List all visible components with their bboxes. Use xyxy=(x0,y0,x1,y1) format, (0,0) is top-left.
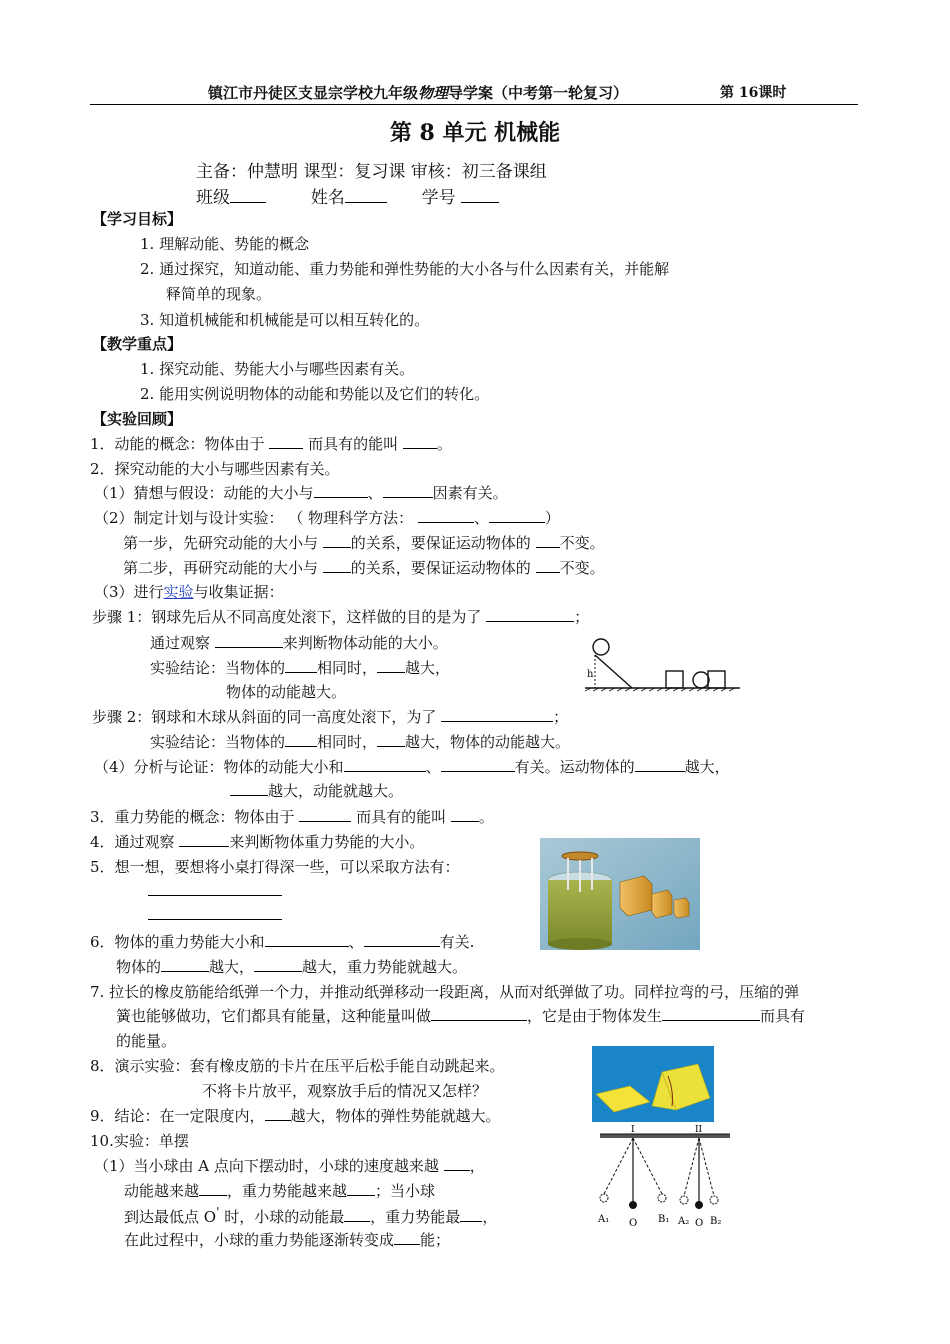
ramp-diagram xyxy=(580,633,742,693)
goal-2: 2. 通过探究，知道动能、重力势能和弹性势能的大小各与什么因素有关，并能解 xyxy=(140,260,670,278)
review-9: 9．结论：在一定限度内， 越大，物体的弹性势能就越大。 xyxy=(90,1107,501,1125)
review-2-3: （3）进行实验与收集证据： xyxy=(94,583,284,601)
goal-2-cont: 释简单的现象。 xyxy=(166,285,272,303)
step-2: 步骤 2：钢球和木球从斜面的同一高度处滚下，为了 ； xyxy=(92,708,569,726)
blank[interactable] xyxy=(269,434,303,449)
blank[interactable] xyxy=(377,658,405,673)
review-4: 4．通过观察 来判断物体重力势能的大小。 xyxy=(90,833,425,851)
review-7-end: 的能量。 xyxy=(116,1032,177,1050)
step-2-conclusion: 实验结论：当物体的 相同时， 越大，物体的动能越大。 xyxy=(150,733,571,751)
review-2-4-cont: 越大，动能就越大。 xyxy=(230,780,403,801)
class-blank[interactable] xyxy=(230,188,266,203)
review-10-4: 在此过程中，小球的重力势能逐渐转变成 能； xyxy=(124,1231,451,1249)
goal-3: 3. 知道机械能和机械能是可以相互转化的。 xyxy=(140,311,430,329)
blank[interactable] xyxy=(347,1181,375,1196)
step-1-observe: 通过观察 来判断物体动能的大小。 xyxy=(150,634,448,652)
blank[interactable] xyxy=(486,607,574,622)
blank[interactable] xyxy=(444,1156,470,1171)
method-blank-2[interactable] xyxy=(148,905,282,924)
blank[interactable] xyxy=(344,757,426,772)
blank[interactable] xyxy=(230,781,268,796)
blank[interactable] xyxy=(265,1106,291,1121)
review-10-3: 到达最低点 O' 时，小球的动能最 ，重力势能最 ， xyxy=(124,1204,498,1226)
card-photo xyxy=(592,1046,714,1122)
review-10-2: 动能越来越 ，重力势能越来越 ；当小球 xyxy=(124,1182,436,1200)
blank[interactable] xyxy=(635,757,685,772)
review-6: 6．物体的重力势能大小和 、 有关. xyxy=(90,933,475,951)
blank[interactable] xyxy=(323,558,351,573)
page-header xyxy=(90,82,858,105)
sand-table-photo xyxy=(540,838,700,950)
blank[interactable] xyxy=(179,832,229,847)
blank[interactable] xyxy=(285,658,317,673)
meta-line: 主备：仲慧明 课型：复习课 审核：初三备课组 xyxy=(196,162,547,182)
review-8: 8．演示实验：套有橡皮筋的卡片在压平后松手能自动跳起来。 xyxy=(90,1057,505,1075)
review-6-cont: 物体的 越大， 越大，重力势能就越大。 xyxy=(116,958,468,976)
blank[interactable] xyxy=(460,1207,482,1222)
pendulum-diagram xyxy=(598,1122,732,1232)
blank[interactable] xyxy=(285,732,317,747)
step-1: 步骤 1：钢球先后从不同高度处滚下，这样做的目的是为了 ； xyxy=(92,608,590,626)
pendulum-o2: O xyxy=(695,1218,704,1229)
review-7-cont: 簧也能够做功，它们都具有能量，这种能量叫做 ，它是由于物体发生 而具有 xyxy=(116,1007,806,1025)
blank[interactable] xyxy=(536,558,560,573)
blank[interactable] xyxy=(431,1006,527,1021)
method-blank-1[interactable] xyxy=(148,881,282,900)
blank[interactable] xyxy=(451,807,479,822)
blank[interactable] xyxy=(489,508,545,523)
blank[interactable] xyxy=(418,508,474,523)
review-5: 5．想一想，要想将小桌打得深一些，可以采取方法有： xyxy=(90,858,460,876)
student-info: 班级 姓名 学号 xyxy=(196,183,499,208)
blank[interactable] xyxy=(364,932,440,947)
step-1-conclusion: 实验结论：当物体的 相同时， 越大， xyxy=(150,659,451,677)
step-second: 第二步，再研究动能的大小与 的关系，要保证运动物体的 不变。 xyxy=(123,559,605,577)
pendulum-b2: B₂ xyxy=(710,1216,722,1227)
blank[interactable] xyxy=(215,633,283,648)
section-goals: 【学习目标】 xyxy=(92,210,183,228)
blank[interactable] xyxy=(314,483,368,498)
experiment-link[interactable]: 实验 xyxy=(163,583,194,601)
blank[interactable] xyxy=(441,707,553,722)
blank[interactable] xyxy=(161,957,209,972)
pendulum-label-2: II xyxy=(695,1125,703,1135)
blank[interactable] xyxy=(377,732,405,747)
section-review: 【实验回顾】 xyxy=(92,410,183,428)
focus-2: 2. 能用实例说明物体的动能和势能以及它们的转化。 xyxy=(140,385,490,403)
review-2-2: （2）制定计划与设计实验： （ 物理科学方法： 、 ） xyxy=(94,509,560,527)
review-10-1: （1）当小球由 A 点向下摆动时，小球的速度越来越 ， xyxy=(94,1157,485,1175)
blank[interactable] xyxy=(323,533,351,548)
blank[interactable] xyxy=(254,957,302,972)
blank[interactable] xyxy=(536,533,560,548)
blank[interactable] xyxy=(199,1181,227,1196)
pendulum-o1: O xyxy=(629,1218,638,1229)
review-10: 10.实验：单摆 xyxy=(90,1132,189,1150)
section-focus: 【教学重点】 xyxy=(92,335,183,353)
ramp-height-label: h xyxy=(587,669,594,680)
blank[interactable] xyxy=(265,932,349,947)
pendulum-a2: A₂ xyxy=(678,1216,690,1227)
step-first: 第一步，先研究动能的大小与 的关系，要保证运动物体的 不变。 xyxy=(123,534,605,552)
review-8-cont: 不将卡片放平，观察放手后的情况又怎样？ xyxy=(202,1082,488,1100)
pendulum-a1: A₁ xyxy=(598,1214,610,1225)
focus-1: 1. 探究动能、势能大小与哪些因素有关。 xyxy=(140,360,415,378)
review-2: 2．探究动能的大小与哪些因素有关。 xyxy=(90,460,340,478)
review-1: 1．动能的概念：物体由于 而具有的能叫 。 xyxy=(90,435,452,453)
blank[interactable] xyxy=(394,1230,420,1245)
blank[interactable] xyxy=(441,757,515,772)
review-2-4: （4）分析与论证：物体的动能大小和 、 有关。运动物体的 越大， xyxy=(94,758,730,776)
blank[interactable] xyxy=(344,1207,370,1222)
step-1-conclusion-cont: 物体的动能越大。 xyxy=(226,683,347,701)
goal-1: 1. 理解动能、势能的概念 xyxy=(140,235,310,253)
blank[interactable] xyxy=(299,807,351,822)
blank[interactable] xyxy=(403,434,437,449)
page-title: 第 8 单元 机械能 xyxy=(389,120,561,146)
number-blank[interactable] xyxy=(461,188,499,203)
blank[interactable] xyxy=(383,483,433,498)
lesson-number: 第 16课时 xyxy=(720,85,787,101)
review-3: 3．重力势能的概念：物体由于 而具有的能叫 。 xyxy=(90,808,494,826)
review-2-1: （1）猜想与假设：动能的大小与 、 因素有关。 xyxy=(94,484,508,502)
name-blank[interactable] xyxy=(345,188,387,203)
pendulum-b1: B₁ xyxy=(658,1214,670,1225)
blank[interactable] xyxy=(662,1006,760,1021)
school-title: 镇江市丹徒区支显宗学校九年级物理导学案（中考第一轮复习） xyxy=(208,84,629,102)
review-7: 7. 拉长的橡皮筋能给纸弹一个力，并推动纸弹移动一段距离，从而对纸弹做了功。同样拉弯的弓，压缩的弹 xyxy=(90,983,800,1001)
pendulum-label-1: I xyxy=(631,1125,635,1135)
